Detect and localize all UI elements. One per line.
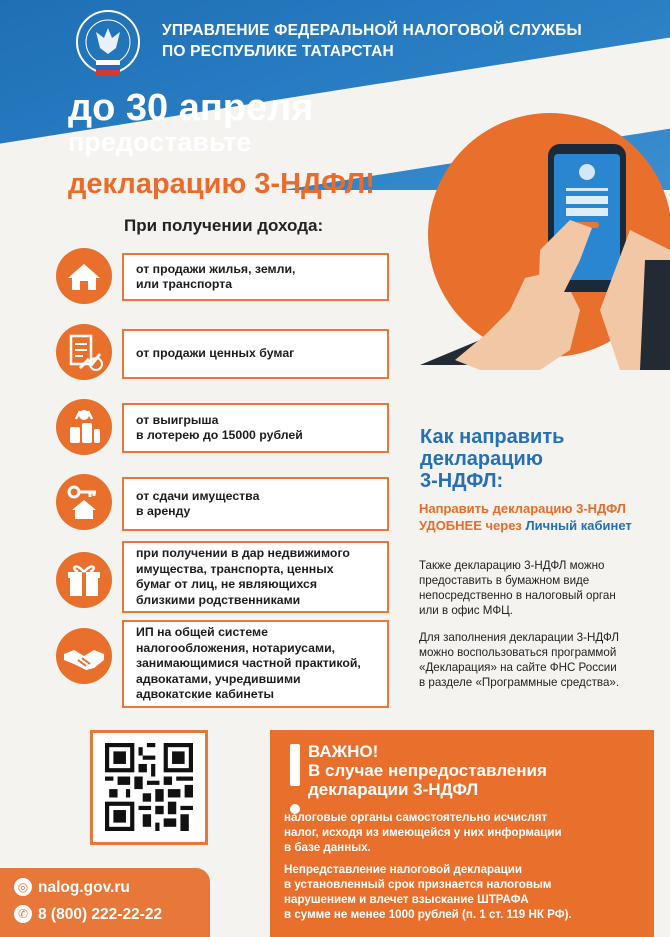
paper-submission-text: Также декларацию 3-НДФЛ можно предоставить в бумажном виде непосредственно в налоговый орган или в офис МФЦ. [419, 559, 616, 617]
warning-text-2: Непредставление налоговой декларации в установленный срок признается налоговым нарушением и влечет взыскание ШТРАФА в сумме не менее 1000 рублей (п. 1 ст. 119 НК РФ). [284, 863, 572, 921]
income-item: от выигрыша в лотерею до 15000 рублей [122, 403, 389, 453]
deadline-heading: до 30 апреля [68, 87, 314, 129]
key-house-icon [56, 474, 112, 530]
how-to-submit-subtitle [419, 500, 632, 534]
income-item: от сдачи имущества в аренду [122, 477, 389, 531]
subtitle-line-1: Направить декларацию 3-НДФЛ [419, 501, 626, 516]
warning-text-1: налоговые органы самостоятельно исчислят налог, исходя из имеющейся у них информации в базе данных. [284, 811, 562, 854]
income-item: при получении в дар недвижимого имущества, транспорта, ценных бумаг от лиц, не являющихся близкими родственниками [122, 541, 389, 613]
submit-heading: предоставьте [68, 127, 252, 157]
globe-icon: ◎ [14, 878, 32, 896]
qr-code-frame [90, 730, 208, 845]
warning-title: ВАЖНО! В случае непредоставления декларации 3-НДФЛ [308, 742, 547, 799]
personal-account-link[interactable]: Личный кабинет [525, 518, 632, 533]
lottery-coins-icon [56, 399, 112, 455]
subtitle-line-2 [419, 517, 632, 534]
phone-in-hand-illustration [420, 110, 670, 370]
gift-icon [56, 552, 112, 608]
income-item: от продажи ценных бумаг [122, 329, 389, 379]
warning-panel [270, 730, 654, 937]
how-to-submit-title: Как направить декларацию 3-НДФЛ: [420, 426, 565, 492]
income-title: При получении дохода: [124, 216, 324, 235]
program-text: Для заполнения декларации 3-НДФЛ можно воспользоваться программой «Декларация» на сайте ФНС России в разделе «Программные средства». [419, 631, 620, 689]
website-link[interactable]: nalog.gov.ru [38, 879, 130, 896]
website-row[interactable] [14, 878, 130, 897]
contact-panel [0, 868, 210, 937]
phone-icon: ✆ [14, 905, 32, 923]
fns-emblem-icon [70, 8, 146, 80]
org-name: УПРАВЛЕНИЕ ФЕДЕРАЛЬНОЙ НАЛОГОВОЙ СЛУЖБЫ ПО РЕСПУБЛИКЕ ТАТАРСТАН [162, 22, 582, 60]
phone-row[interactable] [14, 905, 162, 924]
income-item: ИП на общей системе налогообложения, нотариусами, занимающимися частной практикой, адвокатами, учредившими адвокатские кабинеты [122, 620, 389, 708]
exclamation-icon [290, 744, 300, 796]
declaration-heading: декларацию 3-НДФЛ! [68, 168, 375, 200]
qr-code[interactable] [105, 743, 193, 831]
securities-chart-icon [56, 324, 112, 380]
house-car-icon [56, 248, 112, 304]
handshake-icon [56, 628, 112, 684]
phone-number[interactable]: 8 (800) 222-22-22 [38, 906, 163, 923]
subtitle-convenient: УДОБНЕЕ через [419, 518, 522, 533]
income-item: от продажи жилья, земли, или транспорта [122, 253, 389, 301]
